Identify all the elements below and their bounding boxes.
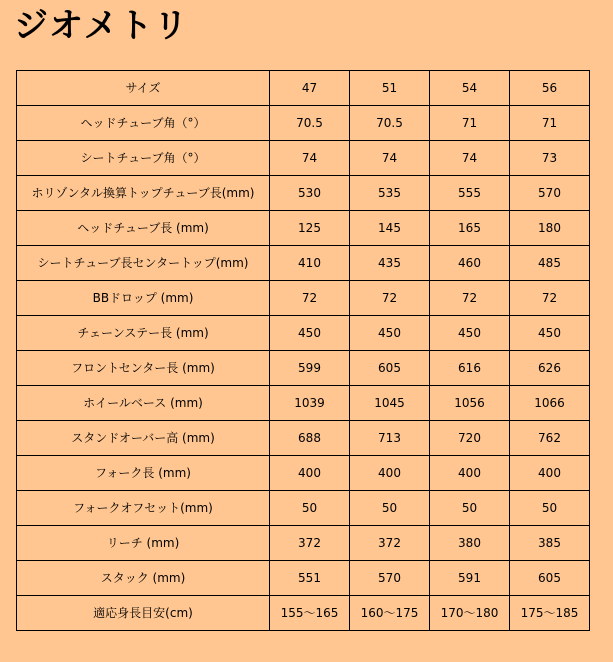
row-label-cell: フォークオフセット(mm) bbox=[17, 491, 270, 526]
row-label-cell: シートチューブ角（°） bbox=[17, 141, 270, 176]
row-label-cell: ホリゾンタル換算トップチューブ長(mm) bbox=[17, 176, 270, 211]
row-label-cell: 適応身長目安(cm) bbox=[17, 596, 270, 631]
row-label-cell: ホイールベース (mm) bbox=[17, 386, 270, 421]
page-title: ジオメトリ bbox=[14, 6, 189, 46]
value-cell: 605 bbox=[350, 351, 430, 386]
value-cell: 170〜180 bbox=[430, 596, 510, 631]
table-row bbox=[17, 141, 590, 176]
header-cell-size: 56 bbox=[510, 71, 590, 106]
value-cell: 50 bbox=[430, 491, 510, 526]
header-cell-size: 54 bbox=[430, 71, 510, 106]
value-cell: 385 bbox=[510, 526, 590, 561]
value-cell: 72 bbox=[350, 281, 430, 316]
row-label-cell: シートチューブ長センタートップ(mm) bbox=[17, 246, 270, 281]
value-cell: 1045 bbox=[350, 386, 430, 421]
value-cell: 125 bbox=[270, 211, 350, 246]
value-cell: 626 bbox=[510, 351, 590, 386]
table-row bbox=[17, 456, 590, 491]
value-cell: 71 bbox=[510, 106, 590, 141]
value-cell: 555 bbox=[430, 176, 510, 211]
table-row bbox=[17, 596, 590, 631]
value-cell: 551 bbox=[270, 561, 350, 596]
table-row bbox=[17, 176, 590, 211]
row-label-cell: スタンドオーバー高 (mm) bbox=[17, 421, 270, 456]
table-row bbox=[17, 386, 590, 421]
table-row bbox=[17, 526, 590, 561]
value-cell: 73 bbox=[510, 141, 590, 176]
row-label-cell: フォーク長 (mm) bbox=[17, 456, 270, 491]
table-row bbox=[17, 351, 590, 386]
value-cell: 591 bbox=[430, 561, 510, 596]
value-cell: 400 bbox=[510, 456, 590, 491]
value-cell: 688 bbox=[270, 421, 350, 456]
table-row bbox=[17, 421, 590, 456]
value-cell: 165 bbox=[430, 211, 510, 246]
header-cell-size: 47 bbox=[270, 71, 350, 106]
value-cell: 1056 bbox=[430, 386, 510, 421]
table-header-row bbox=[17, 71, 590, 106]
value-cell: 50 bbox=[270, 491, 350, 526]
value-cell: 570 bbox=[510, 176, 590, 211]
value-cell: 605 bbox=[510, 561, 590, 596]
value-cell: 372 bbox=[270, 526, 350, 561]
value-cell: 762 bbox=[510, 421, 590, 456]
row-label-cell: チェーンステー長 (mm) bbox=[17, 316, 270, 351]
table-row bbox=[17, 211, 590, 246]
table-row bbox=[17, 106, 590, 141]
value-cell: 435 bbox=[350, 246, 430, 281]
value-cell: 485 bbox=[510, 246, 590, 281]
value-cell: 74 bbox=[430, 141, 510, 176]
value-cell: 450 bbox=[270, 316, 350, 351]
row-label-cell: ヘッドチューブ長 (mm) bbox=[17, 211, 270, 246]
table-row bbox=[17, 281, 590, 316]
value-cell: 570 bbox=[350, 561, 430, 596]
value-cell: 160〜175 bbox=[350, 596, 430, 631]
value-cell: 713 bbox=[350, 421, 430, 456]
value-cell: 450 bbox=[430, 316, 510, 351]
value-cell: 72 bbox=[270, 281, 350, 316]
row-label-cell: リーチ (mm) bbox=[17, 526, 270, 561]
value-cell: 720 bbox=[430, 421, 510, 456]
table-row bbox=[17, 561, 590, 596]
value-cell: 155〜165 bbox=[270, 596, 350, 631]
value-cell: 380 bbox=[430, 526, 510, 561]
value-cell: 175〜185 bbox=[510, 596, 590, 631]
value-cell: 1066 bbox=[510, 386, 590, 421]
value-cell: 71 bbox=[430, 106, 510, 141]
value-cell: 70.5 bbox=[270, 106, 350, 141]
row-label-cell: ヘッドチューブ角（°） bbox=[17, 106, 270, 141]
value-cell: 50 bbox=[510, 491, 590, 526]
value-cell: 372 bbox=[350, 526, 430, 561]
header-cell-size: 51 bbox=[350, 71, 430, 106]
value-cell: 72 bbox=[430, 281, 510, 316]
geometry-table bbox=[16, 70, 590, 631]
value-cell: 400 bbox=[270, 456, 350, 491]
value-cell: 616 bbox=[430, 351, 510, 386]
row-label-cell: スタック (mm) bbox=[17, 561, 270, 596]
value-cell: 1039 bbox=[270, 386, 350, 421]
value-cell: 400 bbox=[350, 456, 430, 491]
value-cell: 599 bbox=[270, 351, 350, 386]
header-cell-size-label: サイズ bbox=[17, 71, 270, 106]
value-cell: 410 bbox=[270, 246, 350, 281]
value-cell: 180 bbox=[510, 211, 590, 246]
row-label-cell: BBドロップ (mm) bbox=[17, 281, 270, 316]
row-label-cell: フロントセンター長 (mm) bbox=[17, 351, 270, 386]
value-cell: 530 bbox=[270, 176, 350, 211]
table-row bbox=[17, 246, 590, 281]
value-cell: 400 bbox=[430, 456, 510, 491]
value-cell: 145 bbox=[350, 211, 430, 246]
value-cell: 70.5 bbox=[350, 106, 430, 141]
table-row bbox=[17, 316, 590, 351]
value-cell: 74 bbox=[270, 141, 350, 176]
value-cell: 74 bbox=[350, 141, 430, 176]
value-cell: 72 bbox=[510, 281, 590, 316]
value-cell: 450 bbox=[350, 316, 430, 351]
value-cell: 450 bbox=[510, 316, 590, 351]
value-cell: 535 bbox=[350, 176, 430, 211]
table-row bbox=[17, 491, 590, 526]
value-cell: 460 bbox=[430, 246, 510, 281]
value-cell: 50 bbox=[350, 491, 430, 526]
